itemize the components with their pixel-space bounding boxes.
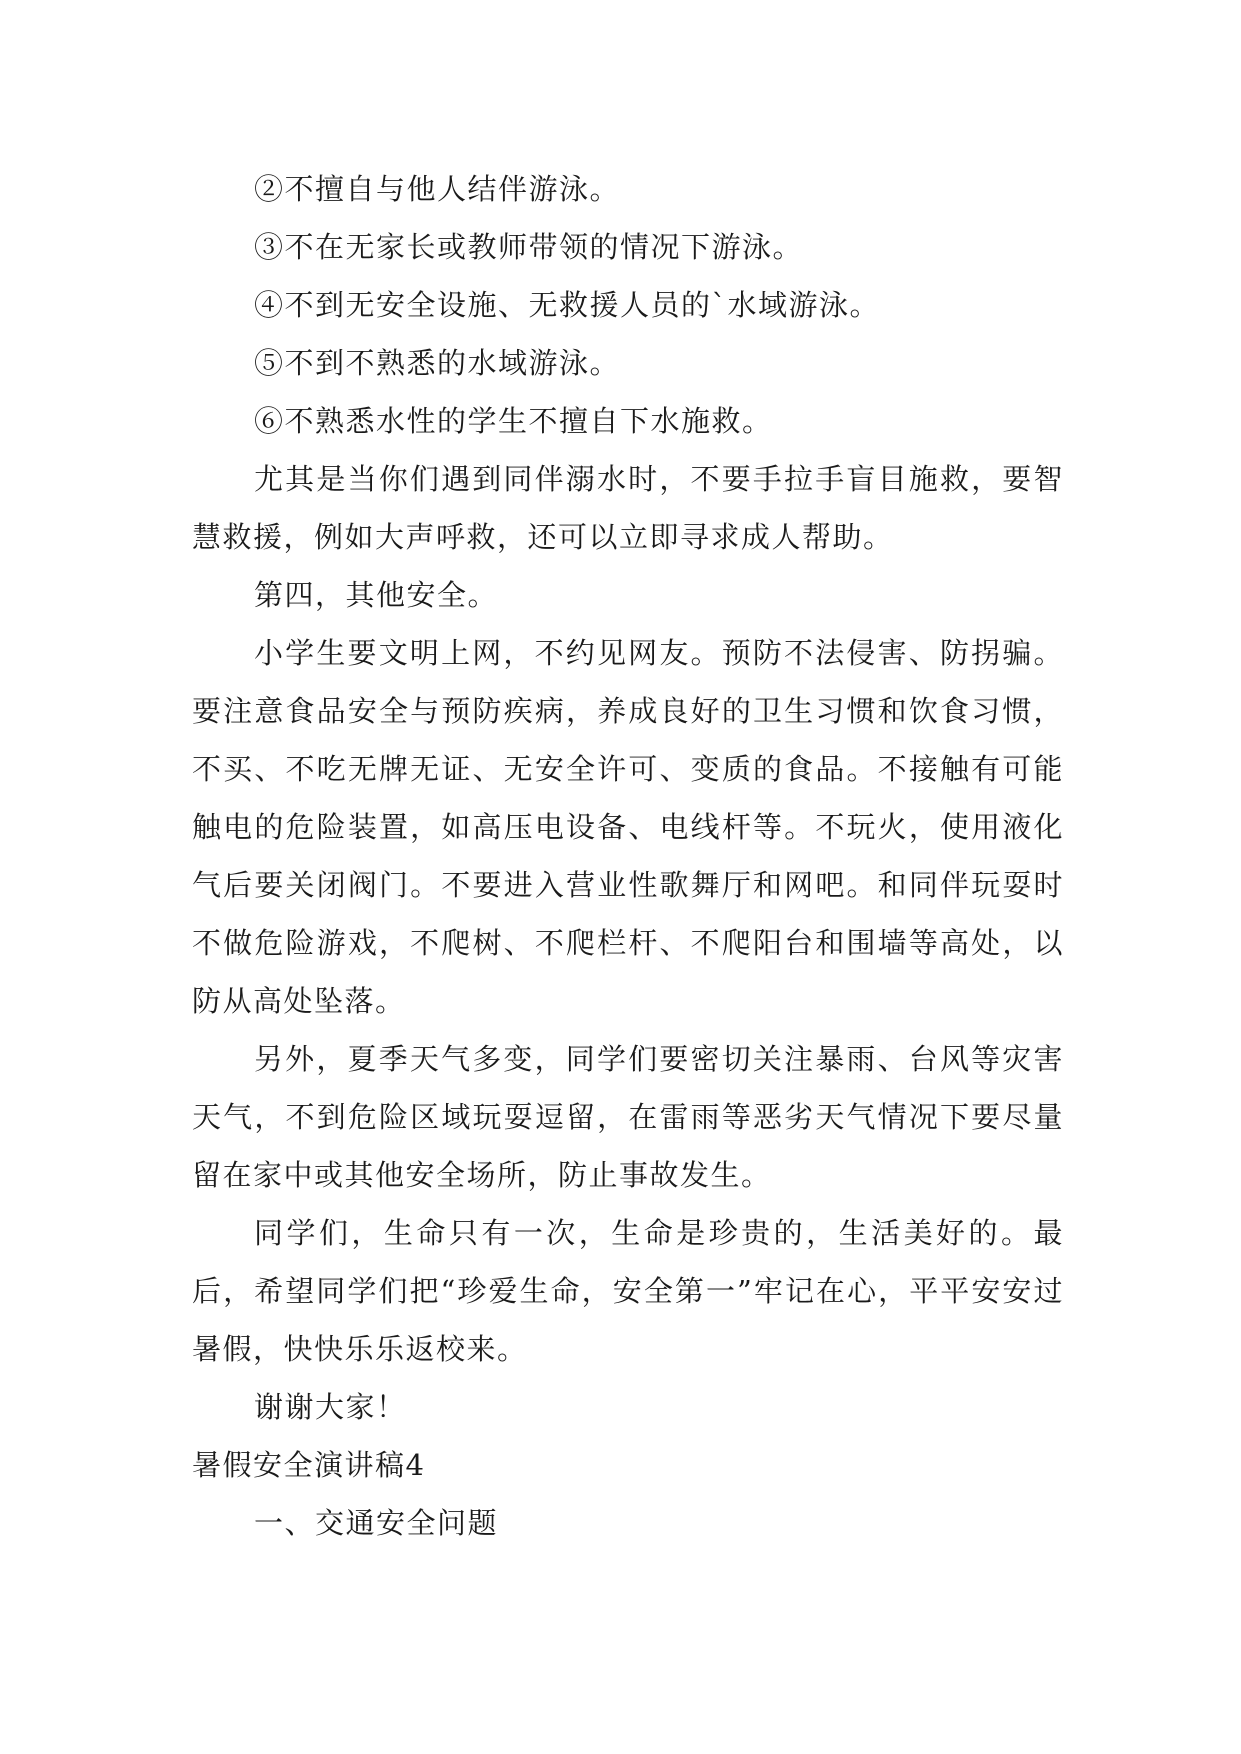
paragraph-drowning-rescue: 尤其是当你们遇到同伴溺水时，不要手拉手盲目施救，要智慧救援，例如大声呼救，还可以立即寻求成人帮助。 bbox=[192, 462, 1064, 554]
paragraph-item-3: ③不在无家长或教师带领的情况下游泳。 bbox=[254, 230, 804, 264]
document-body bbox=[192, 160, 1064, 1552]
document-title-4: 暑假安全演讲稿4 bbox=[192, 1448, 426, 1482]
section-heading-traffic-safety: 一、交通安全问题 bbox=[254, 1506, 499, 1540]
paragraph-weather: 另外，夏季天气多变，同学们要密切关注暴雨、台风等灾害天气，不到危险区域玩耍逗留，在雷雨等恶劣天气情况下要尽量留在家中或其他安全场所，防止事故发生。 bbox=[192, 1042, 1064, 1192]
paragraph-other-safety: 小学生要文明上网，不约见网友。预防不法侵害、防拐骗。要注意食品安全与预防疾病，养成良好的卫生习惯和饮食习惯，不买、不吃无牌无证、无安全许可、变质的食品。不接触有可能触电的危险装置，如高压电设备、电线杆等。不玩火，使用液化气后要关闭阀门。不要进入营业性歌舞厅和网吧。和同伴玩耍时不做危险游戏，不爬树、不爬栏杆、不爬阳台和围墙等高处，以防从高处坠落。 bbox=[192, 636, 1064, 1018]
section-heading-other-safety: 第四，其他安全。 bbox=[254, 578, 499, 612]
paragraph-thanks: 谢谢大家！ bbox=[254, 1390, 407, 1424]
paragraph-closing: 同学们，生命只有一次，生命是珍贵的，生活美好的。最后，希望同学们把“珍爱生命，安全第一”牢记在心，平平安安过暑假，快快乐乐返校来。 bbox=[192, 1216, 1064, 1366]
paragraph-item-2: ②不擅自与他人结伴游泳。 bbox=[254, 172, 621, 206]
paragraph-item-6: ⑥不熟悉水性的学生不擅自下水施救。 bbox=[254, 404, 773, 438]
paragraph-item-5: ⑤不到不熟悉的水域游泳。 bbox=[254, 346, 621, 380]
paragraph-item-4: ④不到无安全设施、无救援人员的`水域游泳。 bbox=[254, 288, 881, 322]
